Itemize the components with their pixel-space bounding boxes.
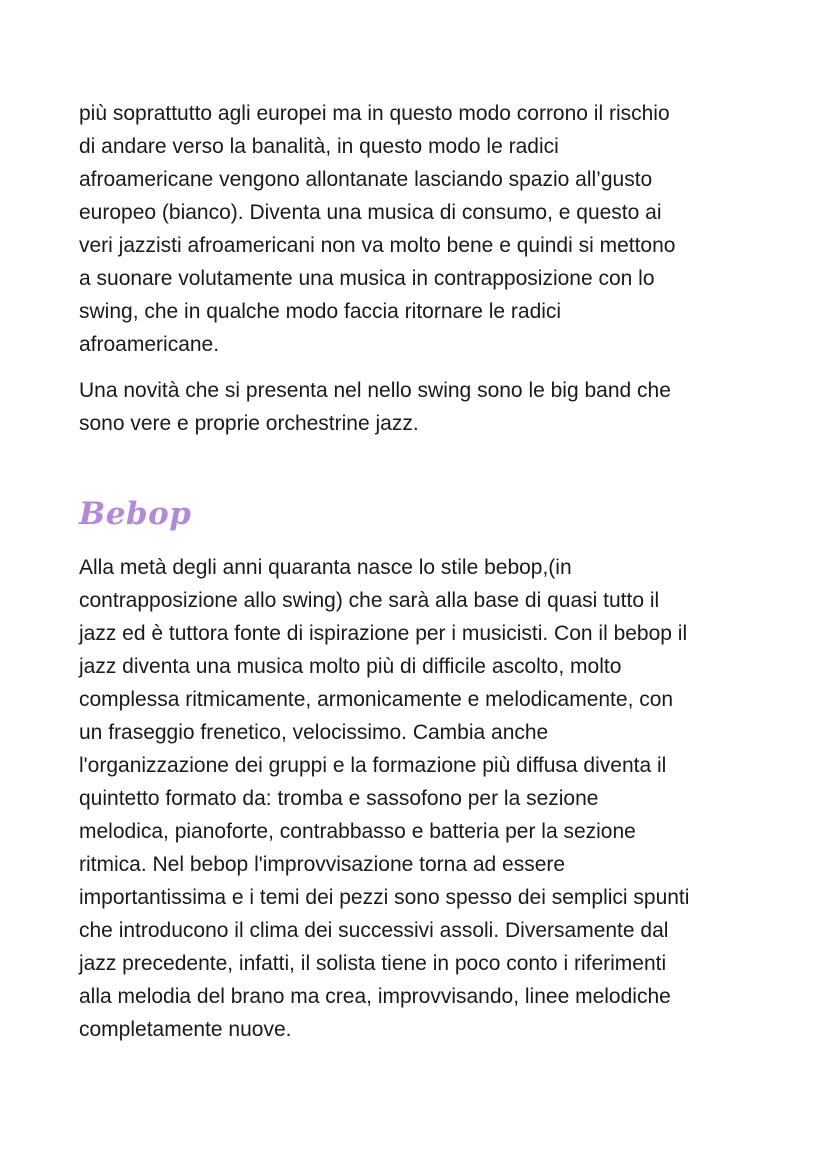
- paragraph-line: Una novità che si presenta nel nello swing sono le big band che: [79, 379, 671, 402]
- paragraph-line: completamente nuove.: [79, 1018, 292, 1041]
- paragraph-line: afroamericane vengono allontanate lasciando spazio all’gusto: [79, 168, 653, 191]
- paragraph-line: che introducono il clima dei successivi assoli. Diversamente dal: [79, 919, 669, 942]
- paragraph-line: di andare verso la banalità, in questo modo le radici: [79, 135, 559, 158]
- paragraph-line: alla melodia del brano ma crea, improvvisando, linee melodiche: [79, 985, 671, 1008]
- paragraph-line: jazz precedente, infatti, il solista tiene in poco conto i riferimenti: [79, 952, 667, 975]
- paragraph-line: jazz diventa una musica molto più di difficile ascolto, molto: [79, 655, 622, 678]
- paragraph-line: europeo (bianco). Diventa una musica di consumo, e questo ai: [79, 201, 662, 224]
- paragraph-line: ritmica. Nel bebop l'improvvisazione torna ad essere: [79, 853, 566, 876]
- paragraph-line: jazz ed è tuttora fonte di ispirazione per i musicisti. Con il bebop il: [79, 622, 688, 645]
- paragraph-line: più soprattutto agli europei ma in questo modo corrono il rischio: [79, 102, 670, 125]
- paragraph-line: afroamericane.: [79, 333, 220, 356]
- paragraph-line: l'organizzazione dei gruppi e la formazione più diffusa diventa il: [79, 754, 667, 777]
- paragraph-big-band: [79, 374, 759, 440]
- paragraph-bebop: [79, 551, 759, 1046]
- paragraph-line: quintetto formato da: tromba e sassofono per la sezione: [79, 787, 599, 810]
- paragraph-swing-consumption: [79, 97, 759, 361]
- paragraph-line: veri jazzisti afroamericani non va molto bene e quindi si mettono: [79, 234, 676, 257]
- paragraph-line: a suonare volutamente una musica in contrapposizione con lo: [79, 267, 655, 290]
- section-heading-bebop: Bebop: [79, 496, 192, 532]
- paragraph-line: swing, che in qualche modo faccia ritornare le radici: [79, 300, 562, 323]
- paragraph-line: complessa ritmicamente, armonicamente e melodicamente, con: [79, 688, 674, 711]
- paragraph-line: importantissima e i temi dei pezzi sono spesso dei semplici spunti: [79, 886, 690, 909]
- paragraph-line: un fraseggio frenetico, velocissimo. Cambia anche: [79, 721, 549, 744]
- paragraph-line: sono vere e proprie orchestrine jazz.: [79, 412, 419, 435]
- paragraph-line: contrapposizione allo swing) che sarà alla base di quasi tutto il: [79, 589, 660, 612]
- paragraph-line: Alla metà degli anni quaranta nasce lo stile bebop,(in: [79, 556, 572, 579]
- paragraph-line: melodica, pianoforte, contrabbasso e batteria per la sezione: [79, 820, 636, 843]
